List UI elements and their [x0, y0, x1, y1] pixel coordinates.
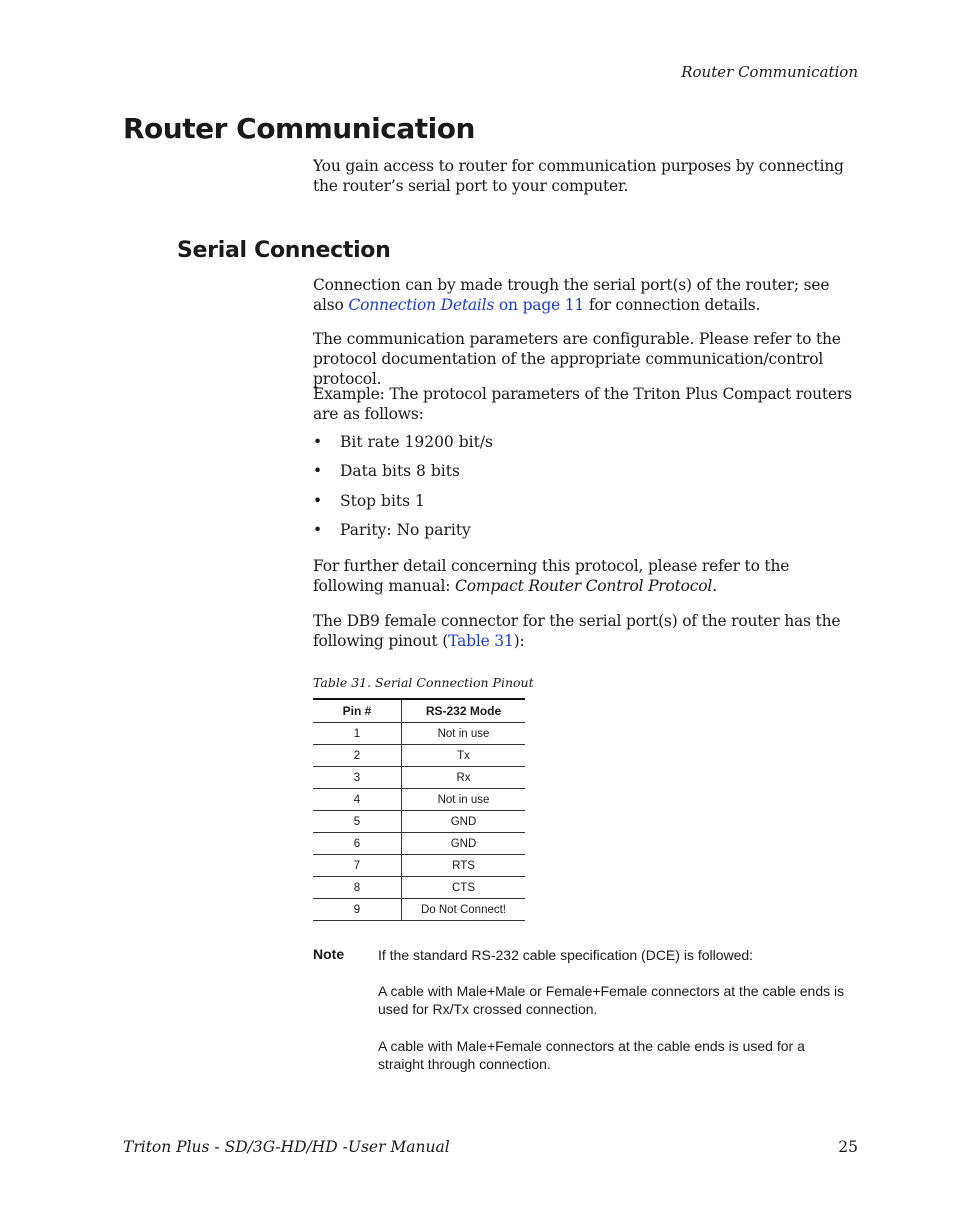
column-header-pin: Pin # — [313, 699, 402, 723]
table-row: 9 Do Not Connect! — [313, 899, 525, 921]
table-header-row — [313, 699, 525, 723]
section-heading: Serial Connection — [177, 238, 391, 263]
intro-text: You gain access to router for communication purposes by connecting the router’s serial port to your computer. — [313, 157, 844, 195]
note-line-3: A cable with Male+Female connectors at the cable ends is used for a straight through connection. — [378, 1038, 805, 1072]
page-title: Router Communication — [123, 112, 475, 145]
table-row: 8 CTS — [313, 877, 525, 899]
paragraph-pinout: The DB9 female connector for the serial port(s) of the router has the following pinout (Table 31): — [313, 612, 841, 650]
connection-details-link[interactable]: Connection Details on page 11 — [348, 296, 585, 314]
table-row: 7 RTS — [313, 855, 525, 877]
note-label: Note — [313, 946, 345, 962]
table-row: 3 Rx — [313, 767, 525, 789]
p1-tail: for connection details. — [584, 296, 761, 314]
table-row: 2 Tx — [313, 745, 525, 767]
table-row: 1 Not in use — [313, 723, 525, 745]
table-31-link[interactable]: Table 31 — [448, 632, 514, 650]
column-header-mode: RS-232 Mode — [402, 699, 526, 723]
table-row: 4 Not in use — [313, 789, 525, 811]
table-row: 6 GND — [313, 833, 525, 855]
pinout-table — [313, 698, 525, 921]
paragraph-connection — [313, 275, 858, 315]
p1-text: Connection can by made trough the serial port(s) of the router; see also — [313, 276, 830, 314]
manual-reference: Compact Router Control Protocol — [455, 577, 713, 595]
intro-paragraph — [313, 156, 858, 196]
paragraph-example — [313, 384, 858, 424]
p3-text: Example: The protocol parameters of the Triton Plus Compact routers are as follows: — [313, 385, 852, 423]
page-number: 25 — [838, 1138, 858, 1156]
paragraph-further-detail: For further detail concerning this protocol, please refer to the following manual: Compact Router Control Protocol. — [313, 557, 790, 595]
table-caption: Table 31. Serial Connection Pinout — [313, 675, 534, 690]
p2-text: The communication parameters are configurable. Please refer to the protocol documentation of the appropriate communication/control protocol. — [313, 330, 841, 388]
note-line-2: A cable with Male+Male or Female+Female connectors at the cable ends is used for Rx/Tx crossed connection. — [378, 983, 845, 1017]
note-line-1: If the standard RS-232 cable specification (DCE) is followed: — [378, 947, 754, 963]
table-row: 5 GND — [313, 811, 525, 833]
footer-manual-title: Triton Plus - SD/3G-HD/HD -User Manual — [123, 1138, 450, 1156]
paragraph-parameters — [313, 329, 858, 389]
running-header: Router Communication — [681, 63, 858, 81]
